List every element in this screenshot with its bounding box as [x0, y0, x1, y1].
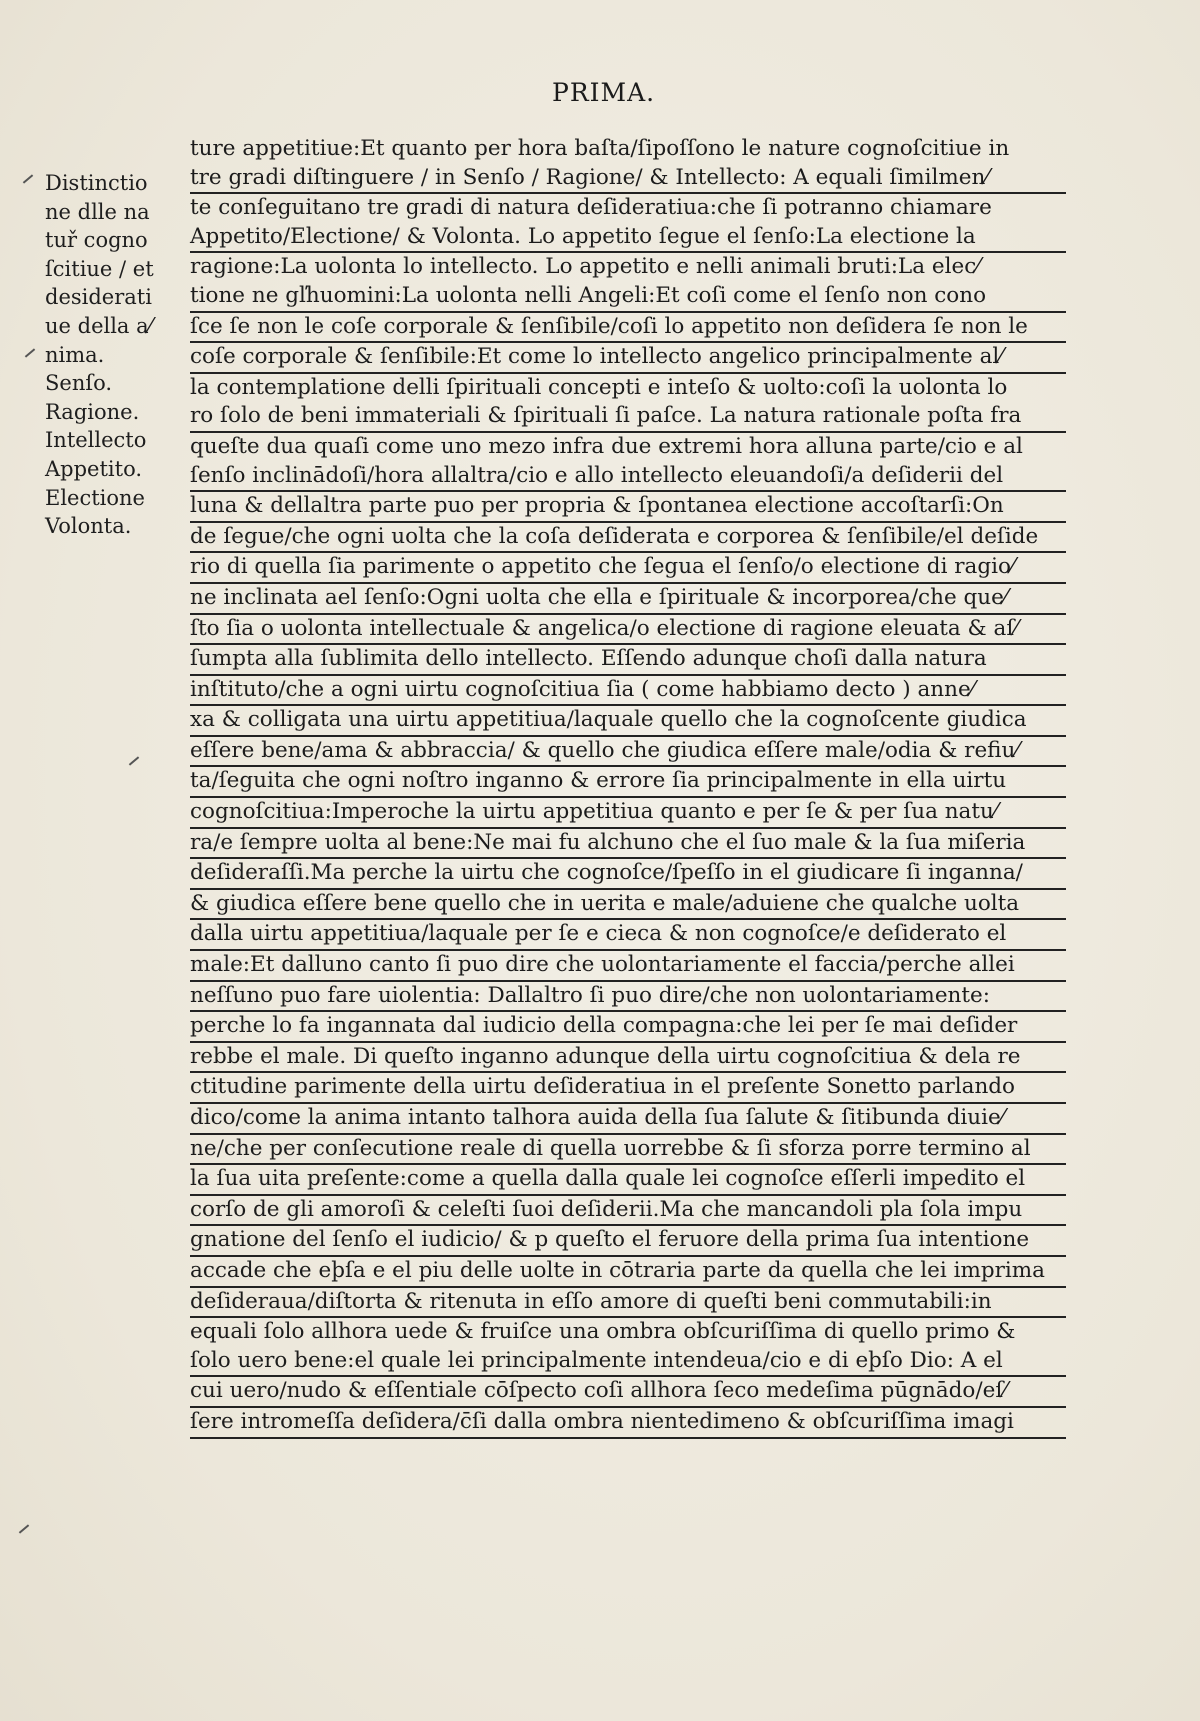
margin-note-line: tuř cogno: [45, 228, 148, 253]
text-line: rio di quella ſia parimente o appetito che ſegua el ſenſo/o electione di ragio⁄: [190, 553, 1066, 584]
text-line: inſtituto/che a ogni uirtu cognoſcitiua ſia ( come habbiamo decto ) anne⁄: [190, 676, 1066, 707]
text-line: ctitudine parimente della uirtu deſideratiua in el preſente Sonetto parlando: [190, 1073, 1066, 1104]
margin-note-line: ne dlle na: [45, 199, 150, 224]
text-line: te conſeguitano tre gradi di natura deſideratiua:che ſi potranno chiamare: [190, 195, 992, 221]
text-line: ta/ſeguita che ogni noſtro inganno & errore ſia principalmente in ella uirtu: [190, 767, 1066, 798]
text-line: dico/come la anima intanto talhora auida della ſua ſalute & ſitibunda diuie⁄: [190, 1104, 1066, 1135]
text-line: xa & colligata una uirtu appetitiua/laquale quello che la cognoſcente giudica: [190, 706, 1066, 737]
text-line: dalla uirtu appetitiua/laquale per ſe e cieca & non cognoſce/e deſiderato el: [190, 920, 1066, 951]
text-line: corſo de gli amoroſi & celeſti ſuoi deſiderii.Ma che mancandoli pla ſola impu: [190, 1196, 1066, 1227]
text-line: queſte dua quaſi come uno mezo infra due extremi hora alluna parte/cio e al: [190, 433, 1023, 459]
text-line: ro ſolo de beni immateriali & ſpirituali ſi paſce. La natura rationale poſta fra: [190, 402, 1066, 433]
margin-tick-mark: [129, 756, 139, 765]
margin-note-line: nima.: [45, 342, 105, 367]
text-line: ragione:La uolonta lo intellecto. Lo appetito e nelli animali bruti:La elec⁄: [190, 254, 980, 280]
text-line: ture appetitiue:Et quanto per hora baſta/ſipoſſono le nature cognoſcitiue in: [190, 136, 1010, 161]
text-line: ſto ſia o uolonta intellectuale & angelica/o electione di ragione eleuata & aſ⁄: [190, 615, 1066, 646]
text-line: rebbe el male. Di queſto inganno adunque della uirtu cognoſcitiua & dela re: [190, 1043, 1066, 1074]
margin-tick-mark: [25, 348, 35, 357]
margin-note-line: Intellecto: [45, 428, 147, 453]
body-text: [190, 135, 1066, 1439]
text-line: la contemplatione delli ſpirituali concepti e inteſo & uolto:coſi la uolonta lo: [190, 374, 1008, 400]
text-line: ſenſo inclinādoſi/hora allaltra/cio e allo intellecto eleuandoſi/a deſiderii del: [190, 462, 1066, 493]
text-line: ſolo uero bene:el quale lei principalmente intendeua/cio e di eþſo Dio: A el: [190, 1347, 1066, 1378]
margin-note-line: Appetito.: [45, 456, 143, 481]
text-line: perche lo fa ingannata dal iudicio della compagna:che lei per ſe mai deſider: [190, 1012, 1066, 1043]
text-line: cui uero/nudo & eſſentiale cōſpecto coſi allhora ſeco medeſima pūgnādo/eſ⁄: [190, 1377, 1066, 1408]
text-line: equali ſolo allhora uede & fruiſce una ombra obſcuriſſima di quello primo &: [190, 1319, 1016, 1345]
margin-note-line: ue della a⁄: [45, 313, 153, 338]
text-line: de ſegue/che ogni uolta che la coſa deſiderata e corporea & ſenſibile/el deſide: [190, 523, 1066, 554]
margin-note-line: Electione: [45, 485, 145, 510]
text-line: tre gradi diſtinguere / in Senſo / Ragione/ & Intellecto: A equali ſimilmen⁄: [190, 164, 1066, 195]
text-line: ne/che per conſecutione reale di quella uorrebbe & ſi sforza porre termino al: [190, 1135, 1066, 1166]
margin-note-line: Senſo.: [45, 371, 113, 396]
margin-note-line: Volonta.: [45, 514, 132, 539]
margin-note-line: Ragione.: [45, 399, 140, 424]
text-line: neſſuno puo fare uiolentia: Dallaltro ſi puo dire/che non uolontariamente:: [190, 982, 1066, 1013]
text-line: & giudica eſſere bene quello che in uerita e male/aduiene che qualche uolta: [190, 890, 1066, 921]
text-line: ſere intromeſſa deſidera/c̄ſi dalla ombra nientedimeno & obſcuriſſima imagi: [190, 1408, 1066, 1439]
margin-tick-mark: [19, 1524, 29, 1533]
margin-note-line: desiderati: [45, 285, 152, 310]
text-line: cognoſcitiua:Imperoche la uirtu appetitiua quanto e per ſe & per ſua natu⁄: [190, 798, 1066, 829]
text-line: gnatione del ſenſo el iudicio/ & p queſto el feruore della prima ſua intentione: [190, 1226, 1066, 1257]
text-line: ra/e ſempre uolta al bene:Ne mai fu alchuno che el ſuo male & la ſua miſeria: [190, 829, 1066, 860]
text-line: ſce ſe non le coſe corporale & ſenſibile/coſi lo appetito non deſidera ſe non le: [190, 313, 1066, 344]
text-line: luna & dellaltra parte puo per propria & ſpontanea electione accoſtarſi:On: [190, 492, 1066, 523]
text-line: la ſua uita preſente:come a quella dalla quale lei cognoſce eſſerli impedito el: [190, 1165, 1066, 1196]
text-line: tione ne gľhuomini:La uolonta nelli Angeli:Et coſi come el ſenſo non cono: [190, 282, 1066, 313]
text-line: accade che eþſa e el piu delle uolte in cōtraria parte da quella che lei imprima: [190, 1257, 1066, 1288]
text-line: ſumpta alla ſublimita dello intellecto. Eſſendo adunque choſi dalla natura: [190, 645, 1066, 676]
text-line: male:Et dalluno canto ſi puo dire che uolontariamente el faccia/perche allei: [190, 951, 1066, 982]
margin-note-line: ſcitiue / et: [45, 256, 154, 281]
text-line: Appetito/Electione/ & Volonta. Lo appetito ſegue el ſenſo:La electione la: [190, 223, 1066, 254]
margin-note-line: Distinctio: [45, 171, 148, 195]
text-line: eſſere bene/ama & abbraccia/ & quello che giudica eſſere male/odia & refiu⁄: [190, 737, 1066, 768]
page-header: PRIMA.: [552, 78, 656, 107]
text-line: deſideraſſi.Ma perche la uirtu che cognoſce/ſpeſſo in el giudicare ſi inganna/: [190, 859, 1066, 890]
text-line: ne inclinata ael ſenſo:Ogni uolta che ella e ſpirituale & incorporea/che que⁄: [190, 584, 1066, 615]
text-line: deſideraua/diſtorta & ritenuta in eſſo amore di queſti beni commutabili:in: [190, 1288, 1066, 1319]
text-line: coſe corporale & ſenſibile:Et come lo intellecto angelico principalmente al⁄: [190, 343, 1066, 374]
margin-notes: [45, 169, 175, 541]
margin-tick-mark: [23, 174, 33, 183]
